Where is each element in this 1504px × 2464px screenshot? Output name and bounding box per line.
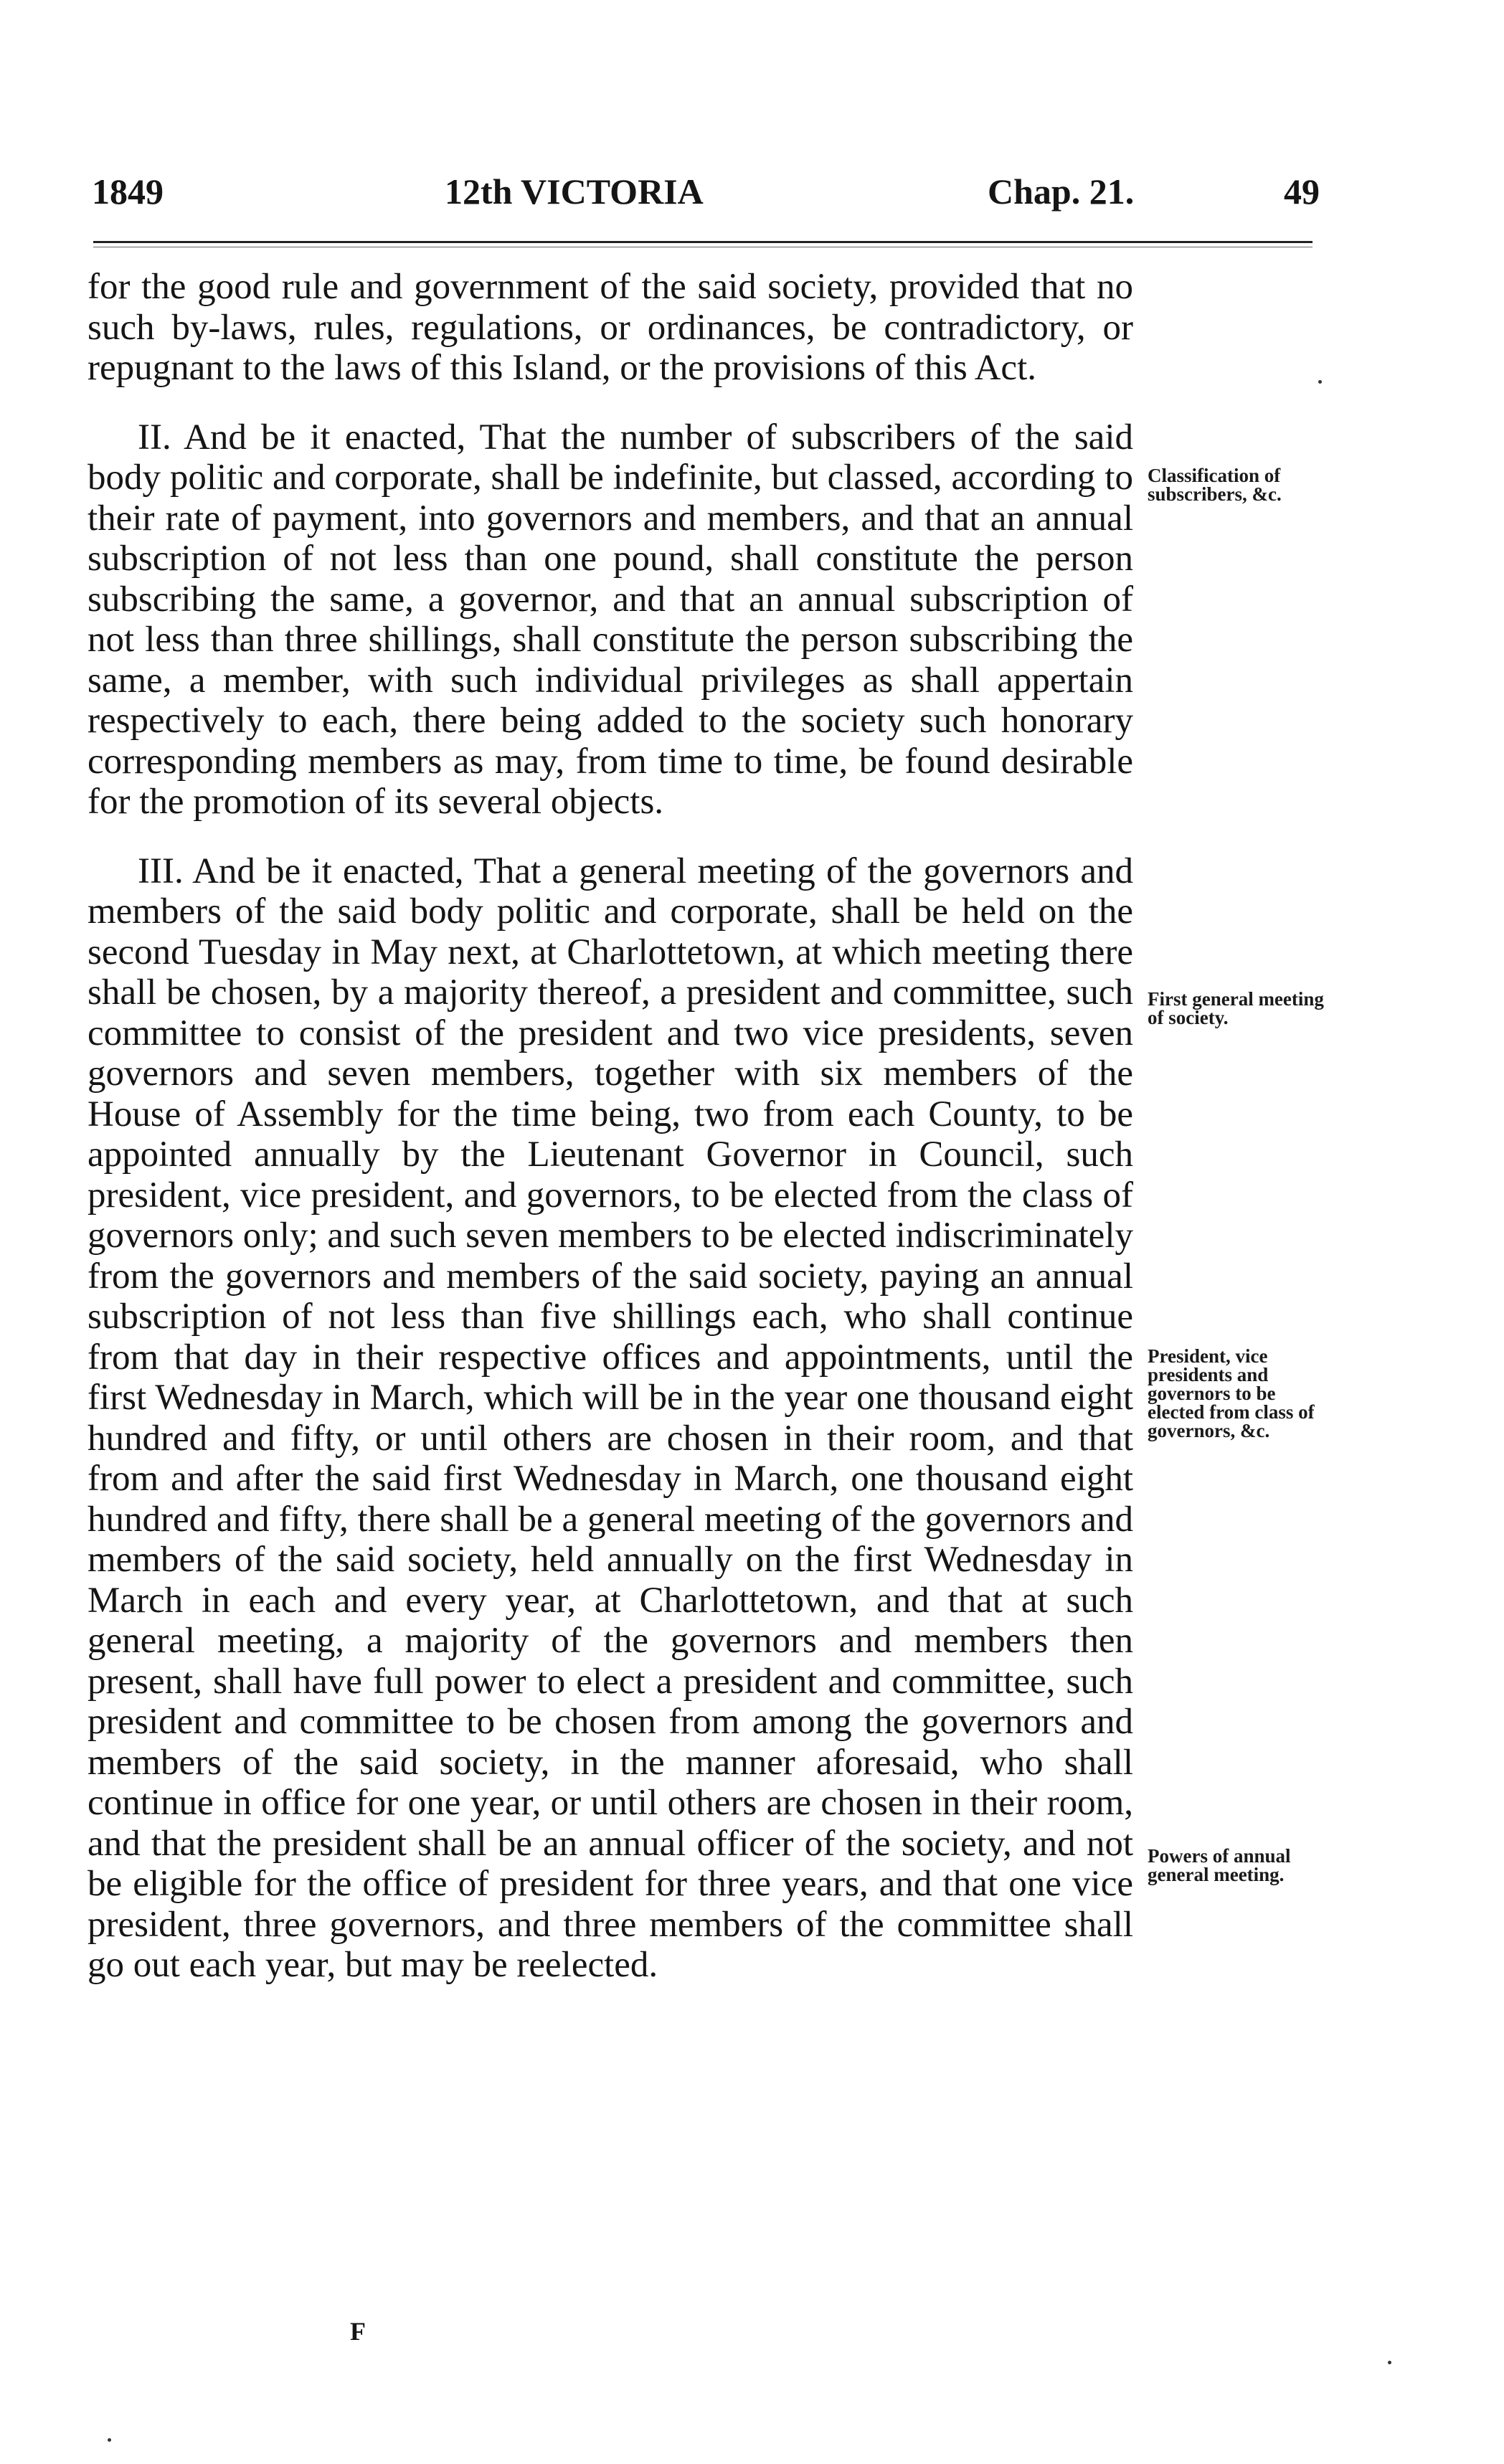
section-3-paragraph: III. And be it enacted, That a general meeting of the governors and members of the said body politic and corporate, shall be held on the second Tuesday in May next, at Charlottetown, at which meeting there shall be chosen, by a majority thereof, a president and committee, such committee to consist of the president and two vice presidents, seven governors and seven members, together with six members of the House of Assembly for the time being, two from each County, to be appointed annually by the Lieutenant Governor in Council, such president, vice president, and governors, to be elected from the class of governors only; and such seven members to be elected indiscriminately from the governors and members of the said society, paying an annual subscription of not less than five shillings each, who shall continue from that day in their respective offices and appointments, until the first Wednesday in March, which will be in the year one thousand eight hundred and fifty, or until others are chosen in their room, and that from and after the said first Wednesday in March, one thousand eight hundred and fifty, there shall be a general meeting of the governors and members of the said society, held annually on the first Wednesday in March in each and every year, at Charlottetown, and that at such general meeting, a majority of the governors and members then present, shall have full power to elect a president and committee, such president and committee to be chosen from among the governors and members of the said society, in the manner aforesaid, who shall continue in office for one year, or until others are chosen in their room, and that the president shall be an annual officer of the society, and not be eligible for the office of president for three years, and that one vice president, three governors, and three members of the committee shall go out each year, but may be reelected. <box>88 850 1133 1985</box>
print-speck <box>1388 2361 1391 2364</box>
margin-note-first-meeting: First general meeting of society. <box>1148 988 1324 1028</box>
print-speck <box>108 2438 111 2442</box>
header-rule <box>93 241 1313 247</box>
print-speck <box>1318 380 1322 384</box>
continuation-paragraph: for the good rule and government of the said society, provided that no such by-laws, rules, regulations, or ordinances, be contradictory, or repugnant to the laws of this Island, or the provisions of this Act. <box>88 267 1133 388</box>
body-text <box>88 267 1133 1986</box>
header-year: 1849 <box>92 171 164 212</box>
header-page-number: 49 <box>1284 171 1320 212</box>
margin-note-president-election: President, vice presidents and governors to be elected from class of governors, &c. <box>1148 1345 1315 1441</box>
margin-note-classification: Classification of subscribers, &c. <box>1148 465 1282 505</box>
signature-mark: F <box>350 2317 366 2346</box>
paragraph-gap <box>88 389 1133 417</box>
margin-note-annual-meeting: Powers of annual general meeting. <box>1148 1845 1291 1885</box>
paragraph-gap <box>88 823 1133 851</box>
header-chapter: Chap. 21. <box>988 171 1135 212</box>
header-title: 12th VICTORIA <box>445 171 704 212</box>
page-header <box>92 171 1320 221</box>
section-2-paragraph: II. And be it enacted, That the number of subscribers of the said body politic and corporate, shall be indefinite, but classed, according to their rate of payment, into governors and members, and that an annual subscription of not less than one pound, shall constitute the person subscribing the same, a governor, and that an annual subscription of not less than three shillings, shall constitute the person subscribing the same, a member, with such individual privileges as shall appertain respectively to each, there being added to the society such honorary corresponding members as may, from time to time, be found desirable for the promotion of its several objects. <box>88 417 1133 822</box>
